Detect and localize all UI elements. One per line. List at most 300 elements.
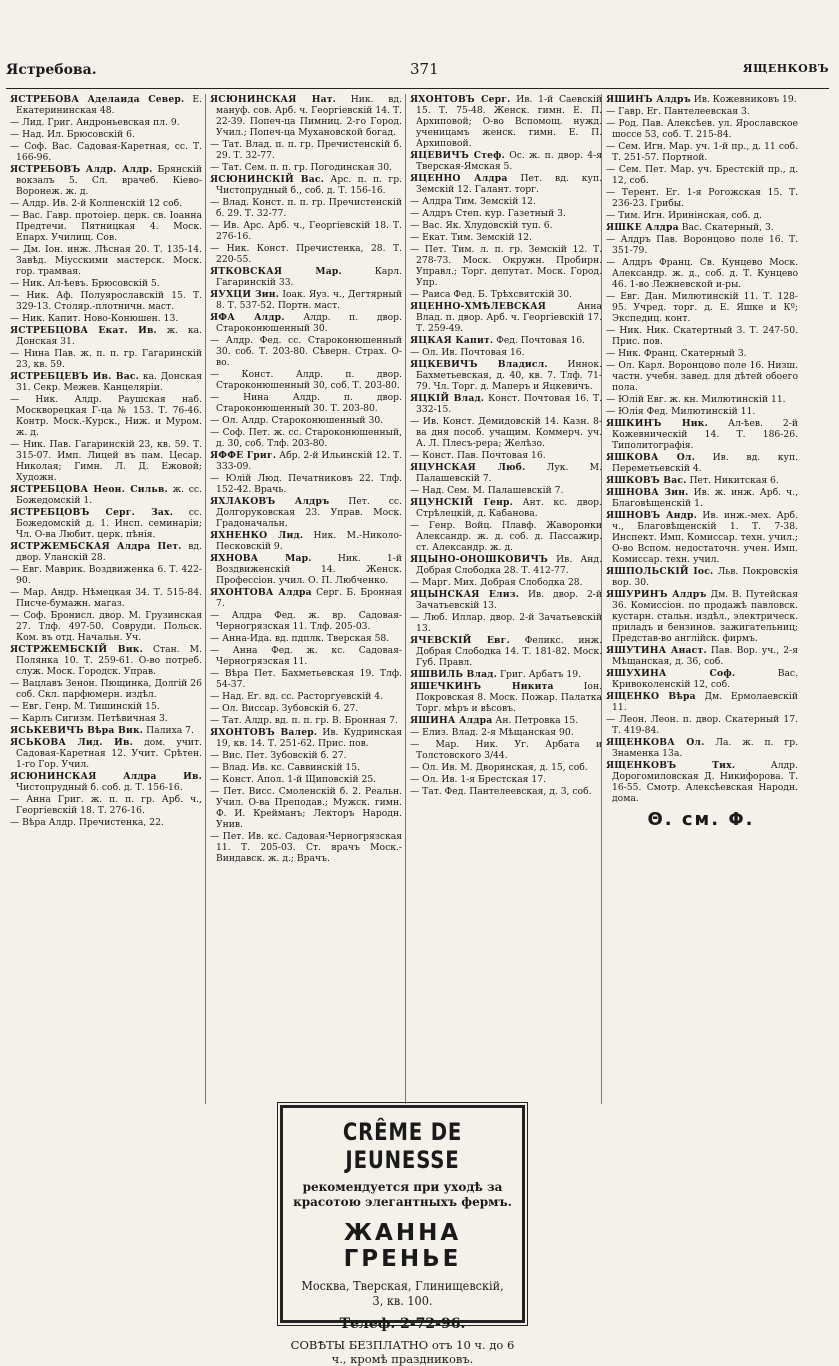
directory-entry xyxy=(208,335,402,368)
entry-surname: ЯШУХИНА Соф. xyxy=(606,668,736,679)
entry-text: — Юлій Люд. Печатниковъ 22. Тлф. 152-42. Врачь. xyxy=(210,473,402,495)
entry-text: Ив. 1-й Саевскій 15. Т. 75-48. Женск. гимн. Е. П. Архиповой; О-во Вспомощ. нужд. ученицамъ женск. гимн. Е. П. Архиповой. xyxy=(416,94,602,149)
entry-surname: ЯХОНТОВА Алдра xyxy=(210,587,312,598)
directory-entry xyxy=(604,187,798,209)
directory-entry xyxy=(408,577,602,588)
directory-entry xyxy=(408,739,602,761)
entry-surname: ЯЦКІЙ Влад. xyxy=(410,393,485,404)
entry-surname: ЯЦКАЯ Капит. xyxy=(410,335,494,346)
entry-text: Ив. ж. инж. Арб. ч., Благовѣщенскій 1. xyxy=(612,487,798,509)
directory-entry xyxy=(208,243,402,265)
directory-entry xyxy=(8,198,202,209)
directory-entry xyxy=(8,610,202,643)
directory-entry xyxy=(208,668,402,690)
directory-entry xyxy=(408,150,602,172)
entry-text: — Мар. Ник. Уг. Арбата и Толстовского 3/44. xyxy=(410,739,602,761)
directory-entry xyxy=(604,714,798,736)
entry-text: — Ник. Ал-ѣевъ. Брюсовскій 5. xyxy=(10,278,160,289)
entry-surname: ЯХНОВА Мар. xyxy=(210,553,312,564)
entry-text: — Алдра Тим. Земскій 12. xyxy=(410,196,536,207)
directory-entry xyxy=(8,439,202,483)
entry-text: вд. двор. Уланскій 28. xyxy=(16,541,202,563)
entry-text: — Алдра Фед. ж. вр. Садовая-Черногрязская 11. Тлф. 205-03. xyxy=(210,610,402,632)
entry-text: — Пет. Ив. кс. Садовая-Черногрязская 11. Т. 205-03. Ст. врачъ Моск.-Виндавск. ж. д.; Врачъ. xyxy=(210,831,402,864)
directory-entry xyxy=(604,452,798,474)
directory-entry xyxy=(208,715,402,726)
entry-surname: ЯШКЕ Алдра xyxy=(606,222,679,233)
page-header xyxy=(6,62,829,82)
entry-surname: ЯСТРЕБЦОВА Неон. Сильв. xyxy=(10,484,168,495)
directory-entry xyxy=(208,831,402,864)
entry-surname: ЯХОНТОВЪ Серг. xyxy=(410,94,511,105)
entry-text: — Евг. Маврик. Воздвиженка 6. Т. 422-90. xyxy=(10,564,202,586)
entry-text: — Алдр. Фед. сс. Староконюшенный 30. соб. Т. 203-80. Сѣверн. Страх. О-во. xyxy=(210,335,402,368)
entry-text: Ив. Кожевниковъ 19. xyxy=(693,94,797,105)
entry-text: — Юлія Фед. Милютинскій 11. xyxy=(606,406,756,417)
entry-text: Дм. Ермолаевскій 11. xyxy=(612,691,798,713)
entry-surname: ЯШИНЪ Алдръ xyxy=(606,94,691,105)
entry-text: Анна Влад. п. двор. Арб. ч. Георгіевскій 17. Т. 259-49. xyxy=(416,301,602,334)
directory-entry xyxy=(208,139,402,161)
entry-text: Іоак. Яуз. ч., Дегтярный 8. Т. 537-52. Портн. маст. xyxy=(216,289,402,311)
directory-column-2 xyxy=(208,94,402,1104)
directory-entry xyxy=(604,691,798,713)
directory-entry xyxy=(8,817,202,828)
directory-entry xyxy=(604,418,798,451)
entry-surname: ЯСТРЕБЦОВА Екат. Ив. xyxy=(10,325,157,336)
directory-entry xyxy=(208,553,402,586)
entry-text: Палиха 7. xyxy=(146,725,194,736)
entry-text: — Нина Пав. ж. п. п. гр. Гагаринскій 23, кв. 59. xyxy=(10,348,202,370)
entry-text: — Юлій Евг. ж. кн. Милютинскій 11. xyxy=(606,394,786,405)
entry-text: — Ник. Франц. Скатерный 3. xyxy=(606,348,747,359)
entry-surname: ЯШКИНЪ Ник. xyxy=(606,418,709,429)
directory-entry xyxy=(604,360,798,393)
entry-surname: ЯФА Алдр. xyxy=(210,312,285,323)
entry-text: Пет. Никитская 6. xyxy=(689,475,779,486)
entry-text: — Алдръ Пав. Воронцово поле 16. Т. 351-79. xyxy=(606,234,798,256)
directory-entry xyxy=(208,289,402,311)
directory-entry xyxy=(408,612,602,634)
directory-entry xyxy=(8,507,202,540)
directory-entry xyxy=(208,496,402,529)
directory-entry xyxy=(208,220,402,242)
entry-text: Феликс. инж. Добрая Слободка 14. Т. 181-82. Моск. Губ. Правл. xyxy=(416,635,602,668)
directory-entry xyxy=(408,786,602,797)
directory-entry xyxy=(604,394,798,405)
directory-entry xyxy=(408,393,602,415)
entry-text: — Гавр. Ег. Пантелеевская 3. xyxy=(606,106,750,117)
entry-text: — Соф. Вас. Садовая-Каретная, сс. Т. 166-96. xyxy=(10,141,202,163)
directory-entry xyxy=(604,645,798,667)
entry-text: Ив. вд. куп. Переметьевскій 4. xyxy=(612,452,798,474)
entry-text: сс. Божедомскій д. 1. Инсп. семинаріи; Чл. О-ва Любит. церк. пѣнія. xyxy=(16,507,202,540)
entry-text: — Леон. Леон. п. двор. Скатерный 17. Т. 419-84. xyxy=(606,714,798,736)
entry-text: Григ. Арбатъ 19. xyxy=(499,669,582,680)
entry-text: — Ив. Арс. Арб. ч., Георгіевскій 18. Т. 276-16. xyxy=(210,220,402,242)
entry-text: — Анна Фед. ж. кс. Садовая-Черногрязская 11. xyxy=(210,645,402,667)
entry-surname: ЯЦЕННО-ХМѢЛЕВСКАЯ xyxy=(410,301,547,312)
directory-entry xyxy=(408,520,602,553)
entry-surname: ЯЩЕНКОВА Ол. xyxy=(606,737,705,748)
ad-phone: Телеф. 2-72-96. xyxy=(339,1316,466,1332)
directory-entry xyxy=(604,475,798,486)
entry-text: — Елиз. Влад. 2-я Мѣщанская 90. xyxy=(410,727,574,738)
entry-surname: ЯСТРЖЕМБСКІЙ Вик. xyxy=(10,644,143,655)
entry-text: Иннок. Бахметьевская, д. 40, кв. 7. Тлф. 71-79. Чл. Торг. д. Маперъ и Яцкевичъ. xyxy=(416,359,602,392)
directory-entry xyxy=(208,645,402,667)
directory-entry xyxy=(408,762,602,773)
entry-surname: ЯШЕЧКИНЪ Никита xyxy=(410,681,554,692)
directory-entry xyxy=(8,313,202,324)
entry-surname: ЯШНОВА Зин. xyxy=(606,487,689,498)
entry-text: — Ол. Ив. 1-я Брестская 17. xyxy=(410,774,547,785)
directory-entry xyxy=(604,348,798,359)
directory-entry xyxy=(8,325,202,347)
entry-surname: ЯЦУНСКАЯ Люб. xyxy=(410,462,526,473)
entry-text: — Вис. Пет. Зубовскій б. 27. xyxy=(210,750,347,761)
entry-text: Карл. Гагаринскій 33. xyxy=(216,266,402,288)
entry-surname: ЯШКОВА Ол. xyxy=(606,452,695,463)
entry-surname: ЯЦКЕВИЧЪ Владисл. xyxy=(410,359,548,370)
directory-entry xyxy=(8,394,202,438)
directory-entry xyxy=(208,762,402,773)
entry-surname: ЯШИНА Алдра xyxy=(410,715,493,726)
entry-surname: ЯХОНТОВЪ Валер. xyxy=(210,727,318,738)
directory-entry xyxy=(8,587,202,609)
entry-text: — Тат. Алдр. вд. п. п. гр. В. Бронная 7. xyxy=(210,715,398,726)
directory-entry xyxy=(604,510,798,565)
ad-tagline: рекомендуется при уходѣ за красотою элегантныхъ фермъ. xyxy=(293,1180,512,1209)
entry-text: — Карлъ Сигизм. Петѣвичная 3. xyxy=(10,713,168,724)
entry-text: — Пет. Висс. Смоленскій б. 2. Реальн. Учил. О-ва Преподав.; Мужск. гимн. Ф. И. Крейманъ; Лекторъ Народн. Унив. xyxy=(210,786,402,830)
entry-surname: ЯЦУНСКІЙ Генр. xyxy=(410,497,514,508)
directory-entry xyxy=(208,727,402,749)
entry-text: — Вѣра Алдр. Пречистенка, 22. xyxy=(10,817,164,828)
entry-text: — Род. Пав. Алексѣев. ул. Ярославское шоссе 53, соб. Т. 215-84. xyxy=(606,118,798,140)
directory-entry xyxy=(208,786,402,830)
directory-entry xyxy=(8,737,202,770)
entry-text: — Терент. Ег. 1-я Рогожская 15. Т. 236-23. Грибы. xyxy=(606,187,798,209)
entry-text: — Ол. Ив. Почтовая 16. xyxy=(410,347,525,358)
directory-entry xyxy=(604,737,798,759)
directory-entry xyxy=(604,760,798,804)
directory-entry xyxy=(408,589,602,611)
entry-text: — Ол. Карл. Воронцово поле 16. Низш. частн. учебн. завед. для дѣтей обоего пола. xyxy=(606,360,798,393)
header-rule xyxy=(6,88,829,89)
directory-entry xyxy=(604,566,798,588)
directory-entry xyxy=(408,497,602,519)
entry-text: — Алдр. Ив. 2-й Колпенскій 12 соб. xyxy=(10,198,183,209)
entry-text: — Соф. Бронисл. двор. М. Грузинская 27. Тлф. 497-50. Совруди. Польск. Ком. въ отд. Начальн. Уч. xyxy=(10,610,202,643)
entry-text: — Лид. Григ. Андроньевская пл. 9. xyxy=(10,117,180,128)
entry-text: — Конст. Пав. Почтовая 16. xyxy=(410,450,546,461)
entry-text: — Евг. Генр. М. Тишинскій 15. xyxy=(10,701,160,712)
directory-entry xyxy=(8,141,202,163)
entry-text: ка. Донская 31. Секр. Межев. Канцеляріи. xyxy=(16,371,202,393)
entry-text: Ант. кс. двор. Стрѣлецкій, д. Кабанова. xyxy=(416,497,602,519)
directory-entry xyxy=(208,312,402,334)
entry-surname: ЯФФЕ Григ. xyxy=(210,450,277,461)
entry-text: — Ник. Ник. Скатертный 3. Т. 247-50. Прис. пов. xyxy=(606,325,798,347)
directory-entry xyxy=(208,197,402,219)
entry-text: Іон. Покровская 8. Моск. Пожар. Палатка Торг. мѣръ и вѣсовъ. xyxy=(416,681,602,714)
directory-entry xyxy=(604,210,798,221)
entry-text: — Тат. Фед. Пантелеевская, д. 3, соб. xyxy=(410,786,592,797)
entry-text: — Влад. Ив. кс. Саввинскій 15. xyxy=(210,762,361,773)
entry-text: Вас. Кривоколенскій 12, соб. xyxy=(612,668,798,690)
directory-entry xyxy=(604,589,798,644)
entry-text: Ив. инж.-мех. Арб. ч., Благовѣщенскій 1. Т. 7-38. Инспект. Имп. Комиссар. техн. учил.; О-во Вспом. недостаточн. учен. Имп. Комиссар. техн. учил. xyxy=(612,510,798,565)
directory-entry xyxy=(8,484,202,506)
entry-text: — Вас. Гавр. протоіер. церк. св. Іоанна Предтечи. Пятницкая 4. Моск. Епарх. Училищ. Сов. xyxy=(10,210,202,243)
entry-text: — Вас. Як. Хлудовскій туп. 6. xyxy=(410,220,553,231)
entry-text: — Раиса Фед. Б. Трѣхсвятскій 30. xyxy=(410,289,572,300)
entry-text: — Ник. Конст. Пречистенка, 28. Т. 220-55. xyxy=(210,243,402,265)
directory-entry xyxy=(208,162,402,173)
directory-entry xyxy=(8,713,202,724)
entry-surname: ЯСТРЕБОВА Аделаида Север. xyxy=(10,94,185,105)
entry-text: Дм. В. Путейская 36. Комиссіон. по продажѣ павловск. кустарн. стальн. издѣл., электрическ. приладъ и бензинов. зажигательниц; Представ-во англійск. фирмъ. xyxy=(612,589,798,644)
directory-entry xyxy=(408,485,602,496)
directory-column-1 xyxy=(8,94,202,1104)
directory-entry xyxy=(8,244,202,277)
ad-address: Москва, Тверская, Глинищевскій, 3, кв. 100. xyxy=(301,1278,504,1308)
directory-entry xyxy=(604,668,798,690)
entry-text: Пет. сс. Долгоруковская 23. Управ. Моск. Градоначальн. xyxy=(216,496,402,529)
directory-entry xyxy=(408,715,602,726)
entry-surname: ЯСТРЕБЦОВЪ Серг. Зах. xyxy=(10,507,174,518)
directory-entry xyxy=(8,348,202,370)
directory-entry xyxy=(408,220,602,231)
entry-text: — Люб. Иллар. двор. 2-й Зачатьевскій 13. xyxy=(410,612,602,634)
entry-surname: ЯЩЕНКО Вѣра xyxy=(606,691,696,702)
directory-entry xyxy=(208,94,402,138)
entry-surname: ЯСЮНИНСКАЯ Алдра Ив. xyxy=(10,771,202,782)
entry-text: — Ник. Алдр. Раушская наб. Москворецкая Г-ца № 153. Т. 76-46. Контр. Моск.-Курск., Ниж. и Муром. ж. д. xyxy=(10,394,202,438)
entry-surname: ЯУХЦИ Зин. xyxy=(210,289,280,300)
entry-text: Ив. Кудринская 19, кв. 14. Т. 251-62. Прис. пов. xyxy=(216,727,402,749)
entry-surname: ЯСЮНИНСКАЯ Нат. xyxy=(210,94,337,105)
directory-entry xyxy=(8,94,202,116)
directory-entry xyxy=(8,371,202,393)
entry-text: — Марг. Мих. Добрая Слободка 28. xyxy=(410,577,583,588)
entry-text: Ан. Петровка 15. xyxy=(495,715,579,726)
entry-text: Чистопрудный б. соб. д. Т. 156-16. xyxy=(16,782,183,793)
entry-text: ж. сс. Божедомскій 1. xyxy=(16,484,202,506)
directory-entry xyxy=(408,289,602,300)
directory-entry xyxy=(604,164,798,186)
directory-entry xyxy=(604,141,798,163)
entry-text: — Тат. Сем. п. п. гр. Погодинская 30. xyxy=(210,162,393,173)
directory-entry xyxy=(208,415,402,426)
directory-column-4 xyxy=(604,94,798,1104)
entry-surname: ЯШПОЛЬСКІЙ Іос. xyxy=(606,566,714,577)
entry-text: Стан. М. Полянка 10. Т. 259-61. О-во потреб. служ. Моск. Городск. Управ. xyxy=(16,644,202,677)
entry-text: Абр. 2-й Ильинскій 12. Т. 333-09. xyxy=(216,450,402,472)
directory-entry xyxy=(408,450,602,461)
directory-entry xyxy=(604,222,798,233)
directory-entry xyxy=(208,703,402,714)
directory-entry xyxy=(8,164,202,197)
directory-entry xyxy=(8,794,202,816)
directory-entry xyxy=(408,554,602,576)
directory-entry xyxy=(408,462,602,484)
directory-entry xyxy=(8,644,202,677)
entry-text: Льв. Покровскія вор. 30. xyxy=(612,566,798,588)
entry-surname: ЯСТРЖЕМБСКАЯ Алдра Пет. xyxy=(10,541,182,552)
directory-entry xyxy=(604,234,798,256)
entry-text: — Сем. Пет. Мар. уч. Брестскій пр., д. 12, соб. xyxy=(606,164,798,186)
directory-entry xyxy=(8,210,202,243)
directory-entry xyxy=(604,118,798,140)
entry-text: Арс. п. п. гр. Чистопрудный б., соб. д. Т. 156-16. xyxy=(216,174,402,196)
directory-entry xyxy=(8,278,202,289)
entry-text: — Ол. Ив. М. Дворянская, д. 15, соб. xyxy=(410,762,588,773)
ad-name: ЖАННА ГРЕНЬЕ xyxy=(343,1220,462,1272)
entry-text: Ла. ж. п. гр. Знаменка 13а. xyxy=(612,737,798,759)
directory-entry xyxy=(408,669,602,680)
entry-surname: ЯСТРЕБОВЪ Алдр. Алдр. xyxy=(10,164,153,175)
directory-entry xyxy=(208,587,402,609)
entry-text: Конст. Почтовая 16. Т. 332-15. xyxy=(416,393,602,415)
entry-surname: ЯЦЕННО Алдра xyxy=(410,173,508,184)
entry-surname: ЯСТРЕБЦЕВЪ Ив. Вас. xyxy=(10,371,140,382)
directory-entry xyxy=(604,325,798,347)
directory-entry xyxy=(8,678,202,700)
directory-entry xyxy=(408,335,602,346)
entry-text: — Екат. Тим. Земскій 12. xyxy=(410,232,532,243)
directory-entry xyxy=(8,725,202,736)
entry-surname: ЯЦЕВИЧЪ Стеф. xyxy=(410,150,506,161)
entry-text: — Над. Ил. Брюсовскій 6. xyxy=(10,129,135,140)
entry-text: — Вѣра Пет. Бахметьевская 19. Тлф. 54-37. xyxy=(210,668,402,690)
directory-entry xyxy=(408,359,602,392)
entry-text: — Ник. Пав. Гагаринскій 23, кв. 59. Т. 315-07. Имп. Лицей въ пам. Цесар. Николая; Гимн. Л. Д. Ежовой; Художн. xyxy=(10,439,202,483)
entry-text: ж. ка. Донская 31. xyxy=(16,325,202,347)
entry-text: Серг. Б. Бронная 7. xyxy=(216,587,402,609)
entry-text: — Алдръ Франц. Св. Кунцево Моск. Александр. ж. д., соб. д. Т. Кунцево 46. 1-во Лежневской и-ры. xyxy=(606,257,798,290)
entry-text: Е. Екатерининская 48. xyxy=(16,94,202,116)
directory-entry xyxy=(8,129,202,140)
directory-entry xyxy=(208,530,402,552)
directory-entry xyxy=(208,610,402,632)
directory-entry xyxy=(8,701,202,712)
directory-entry xyxy=(408,635,602,668)
entry-text: Ив. Анд. Добрая Слободка 28. Т. 412-77. xyxy=(416,554,602,576)
entry-text: Пав. Вор. уч., 2-я Мѣщанская, д. 36, соб. xyxy=(612,645,798,667)
entry-text: — Ник. Аф. Полуярославскій 15. Т. 329-13. Столяр.-плотничн. маст. xyxy=(10,290,202,312)
entry-text: — Пет. Тим. л. п. гр. Земскій 12. Т. 278-73. Моск. Окружн. Пробирн. Управл.; Торг. депутат. Моск. Город. Упр. xyxy=(410,244,602,288)
entry-text: Вас. Скатерный, 3. xyxy=(681,222,774,233)
directory-entry xyxy=(408,94,602,149)
directory-entry xyxy=(408,681,602,714)
entry-text: Ал-ѣев. 2-й Кожевническій 14. Т. 186-26. Типолитографія. xyxy=(612,418,798,451)
entry-text: Ник. 1-й Воздвиженскій 14. Женск. Профессіон. учил. О. П. Любченко. xyxy=(216,553,402,586)
entry-text: — Над. Ег. вд. сс. Расторгуевскій 4. xyxy=(210,691,384,702)
entry-text: — Алдръ Степ. кур. Газетный 3. xyxy=(410,208,566,219)
entry-text: Брянскій вокзалъ 5. Сл. врачеб. Кіево-Воронеж. ж. д. xyxy=(16,164,202,197)
entry-surname: ЯШВИЛЬ Влад. xyxy=(410,669,498,680)
entry-surname: ЯХНЕНКО Лид. xyxy=(210,530,304,541)
entry-text: — Конст. Апол. 1-й Щиповскій 25. xyxy=(210,774,377,785)
directory-entry xyxy=(208,691,402,702)
entry-surname: ЯШУРИНЪ Алдръ xyxy=(606,589,707,600)
directory-entry xyxy=(408,232,602,243)
entry-text: — Сем. Игн. Мар. уч. 1-й пр., д. 11 соб. Т. 251-57. Портной. xyxy=(606,141,798,163)
directory-entry xyxy=(408,208,602,219)
directory-entry xyxy=(408,244,602,288)
directory-entry xyxy=(208,369,402,391)
directory-entry xyxy=(604,106,798,117)
directory-columns xyxy=(8,94,831,1118)
entry-surname: ЯЩЕНКОВЪ Тих. xyxy=(606,760,736,771)
directory-entry xyxy=(208,392,402,414)
entry-text: Пет. вд. куп. Земскій 12. Галант. торг. xyxy=(416,173,602,195)
entry-surname: ЯЦЫНО-ОНОШКОВИЧЪ xyxy=(410,554,549,565)
directory-entry xyxy=(408,301,602,334)
directory-entry xyxy=(8,771,202,793)
entry-text: дом. учит. Садовая-Каретная 12. Учит. Срѣтен. 1-го Гор. Учил. xyxy=(16,737,202,770)
directory-entry xyxy=(604,257,798,290)
entry-text: — Дм. Іон. инж. Лѣсная 20. Т. 135-14. Завѣд. Міусскими мастерск. Моск. гор. трамвая. xyxy=(10,244,202,277)
entry-text: — Ол. Алдр. Староконюшенный 30. xyxy=(210,415,384,426)
entry-text: — Анна Григ. ж. п. п. гр. Арб. ч., Георгіевскій 18. Т. 276-16. xyxy=(10,794,202,816)
entry-surname: ЯШКОВЪ Вас. xyxy=(606,475,687,486)
directory-entry xyxy=(604,291,798,324)
entry-text: — Евг. Дан. Милютинскій 11. Т. 128-95. Учред. торг. д. Е. Яшке и Кº; Экспедиц. конт. xyxy=(606,291,798,324)
running-head-right: ЯЩЕНКОВЪ xyxy=(742,62,829,75)
directory-entry xyxy=(408,173,602,195)
directory-entry xyxy=(208,174,402,196)
entry-surname: ЯЦЫНСКАЯ Елиз. xyxy=(410,589,520,600)
entry-surname: ЯХЛАКОВЪ Алдръ xyxy=(210,496,330,507)
entry-surname: ЯТКОВСКАЯ Мар. xyxy=(210,266,342,277)
entry-text: — Ив. Конст. Демидовскій 14. Казн. 8-ва дня пособ. учащим. Коммерч. уч. А. Л. Плесъ-рера; Желѣзо. xyxy=(410,416,602,449)
entry-surname: ЯСЮНИНСКІЙ Вас. xyxy=(210,174,325,185)
entry-text: — Ник. Капит. Ново-Конюшен. 13. xyxy=(10,313,179,324)
entry-text: Фед. Почтовая 16. xyxy=(496,335,585,346)
directory-entry xyxy=(208,633,402,644)
entry-text: Алдр. Дорогомиловская Д. Никифорова. Т. 16-55. Смотр. Алексѣевская Народн. дома. xyxy=(612,760,798,804)
directory-entry xyxy=(8,541,202,563)
entry-text: — Нина Алдр. п. двор. Староконюшенный 30. Т. 203-80. xyxy=(210,392,402,414)
directory-entry xyxy=(408,416,602,449)
entry-text: — Генр. Войц. Плавф. Жаворонки Александр. ж. д. соб. д. Пассажир. ст. Александр. ж. д. xyxy=(410,520,602,553)
entry-text: Алдр. п. двор. Староконюшенный 30. xyxy=(216,312,402,334)
entry-surname: ЯШНОВЪ Андр. xyxy=(606,510,698,521)
directory-entry xyxy=(208,450,402,472)
entry-text: — Мар. Андр. Нѣмецкая 34. Т. 515-84. Писче-бумажн. магаз. xyxy=(10,587,202,609)
entry-text: Ник. М.-Николо-Песковскій 9. xyxy=(216,530,402,552)
entry-text: Ив. двор. 2-й Зачатьевскій 13. xyxy=(416,589,602,611)
directory-entry xyxy=(408,774,602,785)
entry-surname: ЯСЬКОВА Лид. Ив. xyxy=(10,737,133,748)
entry-surname: ЯШУТИНА Анаст. xyxy=(606,645,707,656)
advertisement xyxy=(280,1105,525,1366)
directory-entry xyxy=(8,117,202,128)
entry-text: — Тат. Влад. п. п. гр. Пречистенскій б. 29. Т. 32-77. xyxy=(210,139,402,161)
directory-entry xyxy=(8,564,202,586)
directory-entry xyxy=(208,750,402,761)
running-head-left: Ястребова. xyxy=(6,62,97,78)
entry-text: — Над. Сем. М. Палашевскій 7. xyxy=(410,485,564,496)
entry-text: Ник. вд. мануф. сов. Арб. ч. Георгіевскій 14. Т. 22-39. Попеч-ца Пимниц. 2-го Город. Учил.; Попеч-ца Мухановской богад. xyxy=(216,94,402,138)
entry-text: — Вацлавъ Зенон. Пющинка, Долгій 26 соб. Скл. парфюмерн. издѣл. xyxy=(10,678,202,700)
directory-entry xyxy=(8,290,202,312)
directory-entry xyxy=(208,473,402,495)
entry-text: — Влад. Конст. п. п. гр. Пречистенскій б. 29. Т. 32-77. xyxy=(210,197,402,219)
